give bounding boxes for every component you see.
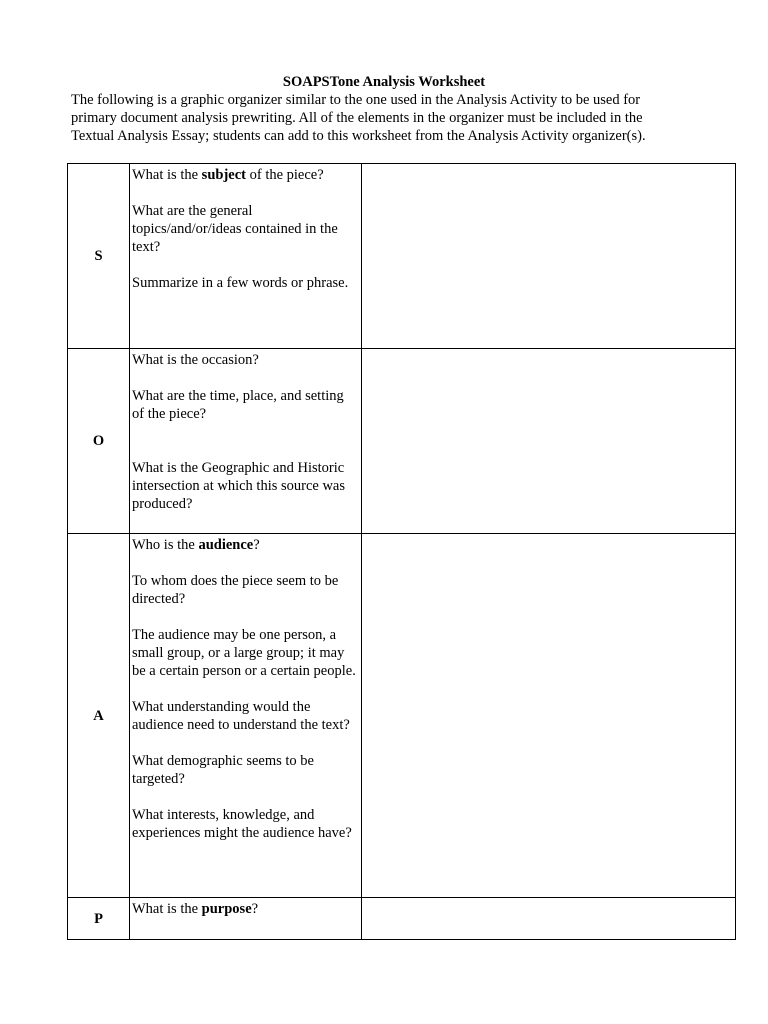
worksheet-title: SOAPSTone Analysis Worksheet [282,74,486,90]
question-text: What is the purpose? [132,901,259,917]
intro-line: Textual Analysis Essay; students can add to this worksheet from the Analysis Activity organizer(s). [71,128,646,144]
question-text: What understanding would the audience need to understand the text? [132,699,350,733]
answer-cell-subject[interactable] [362,164,736,349]
answer-cell-purpose[interactable] [362,898,736,940]
row-letter-o: O [68,349,130,534]
question-text: What is the subject of the piece? [132,167,324,183]
table-row-subject [68,164,736,349]
row-letter-p: P [68,898,130,940]
intro-paragraph [71,91,711,145]
question-text: What is the occasion? [132,352,259,368]
question-text: What interests, knowledge, and experiences might the audience have? [132,807,352,841]
table-row-purpose [68,898,736,940]
question-text: Who is the audience? [132,537,260,553]
question-text: What is the Geographic and Historic intersection at which this source was produced? [132,460,346,512]
keyword-purpose: purpose [201,901,252,917]
questions-cell-occasion [130,349,362,534]
keyword-audience: audience [198,537,254,553]
question-text: What demographic seems to be targeted? [132,753,314,787]
soapstone-table [67,163,736,940]
answer-cell-audience[interactable] [362,534,736,898]
row-letter-a: A [68,534,130,898]
table-row-audience [68,534,736,898]
keyword-subject: subject [201,167,246,183]
questions-cell-subject [130,164,362,349]
intro-line: primary document analysis prewriting. All of the elements in the organizer must be included in the [71,110,643,126]
question-text: What are the general topics/and/or/ideas contained in the text? [132,203,338,255]
questions-cell-audience [130,534,362,898]
question-text: The audience may be one person, a small group, or a large group; it may be a certain person or a certain people. [132,627,356,679]
question-text: To whom does the piece seem to be directed? [132,573,339,607]
question-text: Summarize in a few words or phrase. [132,275,349,291]
intro-line: The following is a graphic organizer similar to the one used in the Analysis Activity to be used for [71,92,641,108]
row-letter-s: S [68,164,130,349]
question-text: What are the time, place, and setting of the piece? [132,388,344,422]
table-row-occasion [68,349,736,534]
answer-cell-occasion[interactable] [362,349,736,534]
questions-cell-purpose [130,898,362,940]
